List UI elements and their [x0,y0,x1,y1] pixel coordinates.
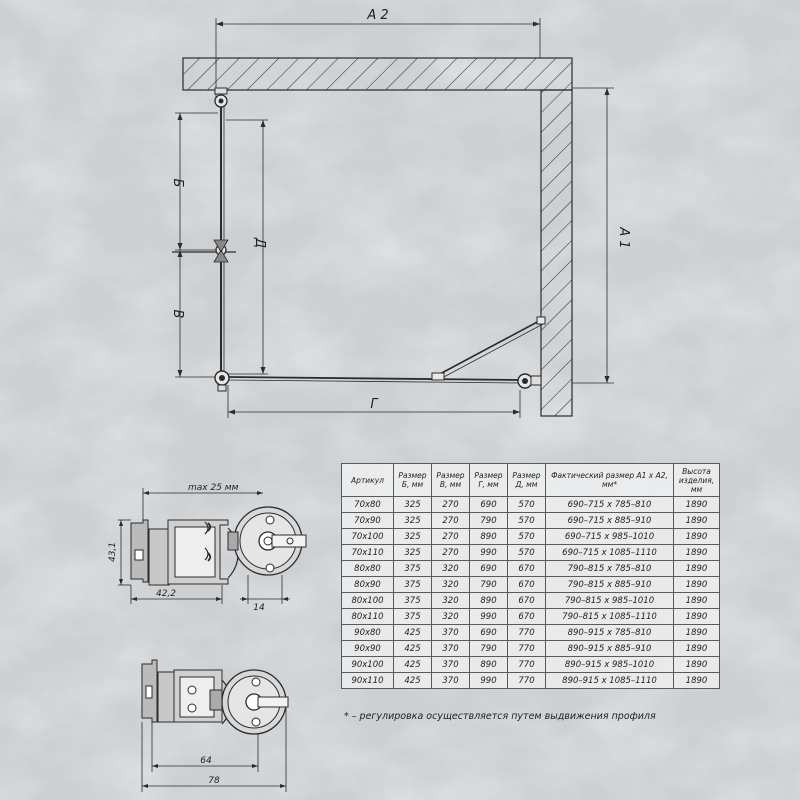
table-cell: 690–715 x 785–810 [546,497,674,513]
corner-hinge [215,371,229,391]
header-height: Высота изделия, мм [674,464,720,497]
table-cell: 375 [394,593,432,609]
table-cell: 375 [394,561,432,577]
table-cell: 990 [470,673,508,689]
table-cell: 570 [508,529,546,545]
table-cell: 790 [470,513,508,529]
table-cell: 1890 [674,497,720,513]
table-cell: 890–915 x 885–910 [546,641,674,657]
label-64: 64 [200,756,212,766]
table-cell: 570 [508,497,546,513]
header-article: Артикул [342,464,394,497]
table-cell: 70x80 [342,497,394,513]
table-cell: 80x80 [342,561,394,577]
table-cell: 690 [470,625,508,641]
table-cell: 790–815 x 985–1010 [546,593,674,609]
right-wall [541,90,572,416]
table-cell: 890 [470,529,508,545]
table-cell: 320 [432,577,470,593]
table-cell: 790–815 x 785–810 [546,561,674,577]
header-size-b: Размер Б, мм [394,464,432,497]
table-row [342,497,720,513]
top-wall [183,58,572,90]
table-row [342,657,720,673]
table-cell: 890 [470,593,508,609]
header-size-d: Размер Д, мм [508,464,546,497]
table-cell: 70x110 [342,545,394,561]
table-cell: 1890 [674,609,720,625]
table-row [342,529,720,545]
table-cell: 690–715 x 885–910 [546,513,674,529]
table-row [342,609,720,625]
table-cell: 790–815 x 885–910 [546,577,674,593]
table-cell: 425 [394,673,432,689]
table-cell: 790 [470,641,508,657]
footnote: * – регулировка осуществляется путем выдвижения профиля [344,711,656,722]
label-43-1: 43,1 [108,541,118,563]
top-hinge [215,88,227,107]
table-cell: 90x90 [342,641,394,657]
table-cell: 890–915 x 785–810 [546,625,674,641]
table-cell: 670 [508,609,546,625]
table-cell: 990 [470,545,508,561]
table-cell: 270 [432,545,470,561]
table-header-row [342,464,720,497]
header-actual-size: Фактический размер А1 x А2, мм* [546,464,674,497]
table-cell: 375 [394,609,432,625]
table-cell: 1890 [674,529,720,545]
table-row [342,673,720,689]
label-d: Д [252,237,267,249]
table-cell: 270 [432,497,470,513]
table-cell: 770 [508,625,546,641]
table-cell: 1890 [674,625,720,641]
table-cell: 890–915 x 985–1010 [546,657,674,673]
table-cell: 1890 [674,593,720,609]
label-a1: A 1 [616,227,631,249]
table-cell: 670 [508,561,546,577]
table-cell: 690–715 x 985–1010 [546,529,674,545]
table-cell: 270 [432,529,470,545]
table-cell: 320 [432,561,470,577]
table-cell: 90x100 [342,657,394,673]
table-row [342,561,720,577]
table-row [342,593,720,609]
table-cell: 770 [508,641,546,657]
table-cell: 80x90 [342,577,394,593]
table-cell: 690–715 x 1085–1110 [546,545,674,561]
label-b: Б [170,178,185,188]
table-row [342,577,720,593]
right-hinge [518,374,541,388]
header-size-v: Размер В, мм [432,464,470,497]
label-42-2: 42,2 [155,589,177,599]
table-cell: 325 [394,545,432,561]
table-cell: 70x100 [342,529,394,545]
table-cell: 425 [394,641,432,657]
table-cell: 80x100 [342,593,394,609]
table-cell: 70x90 [342,513,394,529]
table-cell: 670 [508,593,546,609]
table-cell: 370 [432,641,470,657]
table-cell: 370 [432,673,470,689]
table-cell: 320 [432,609,470,625]
size-table [341,463,720,689]
sliding-door [438,320,541,375]
table-cell: 890 [470,657,508,673]
table-cell: 375 [394,577,432,593]
table-cell: 770 [508,673,546,689]
table-cell: 1890 [674,577,720,593]
table-cell: 325 [394,497,432,513]
table-cell: 670 [508,577,546,593]
table-cell: 990 [470,609,508,625]
table-cell: 325 [394,529,432,545]
table-row [342,641,720,657]
table-cell: 425 [394,625,432,641]
table-row [342,625,720,641]
table-cell: 1890 [674,641,720,657]
table-cell: 80x110 [342,609,394,625]
table-cell: 425 [394,657,432,673]
table-cell: 1890 [674,545,720,561]
profile-bottom-section [142,660,288,792]
plan-view [172,18,614,418]
table-cell: 790 [470,577,508,593]
table-cell: 1890 [674,673,720,689]
table-cell: 770 [508,657,546,673]
label-78: 78 [208,776,220,786]
table-cell: 1890 [674,561,720,577]
label-14: 14 [253,603,265,613]
table-cell: 690 [470,497,508,513]
table-cell: 270 [432,513,470,529]
table-cell: 325 [394,513,432,529]
table-cell: 90x110 [342,673,394,689]
table-cell: 690 [470,561,508,577]
table-cell: 370 [432,657,470,673]
table-cell: 370 [432,625,470,641]
label-g: Г [370,397,378,412]
header-size-g: Размер Г, мм [470,464,508,497]
label-v: В [170,309,185,319]
table-row [342,513,720,529]
table-cell: 890–915 x 1085–1110 [546,673,674,689]
label-max-25: max 25 мм [188,483,239,493]
table-cell: 90x80 [342,625,394,641]
table-cell: 320 [432,593,470,609]
table-cell: 790–815 x 1085–1110 [546,609,674,625]
table-cell: 1890 [674,513,720,529]
table-cell: 570 [508,545,546,561]
profile-top-section [118,488,306,604]
table-cell: 1890 [674,657,720,673]
bottom-glass-panel [228,377,520,380]
table-cell: 570 [508,513,546,529]
table-row [342,545,720,561]
label-a2: A 2 [367,8,389,23]
